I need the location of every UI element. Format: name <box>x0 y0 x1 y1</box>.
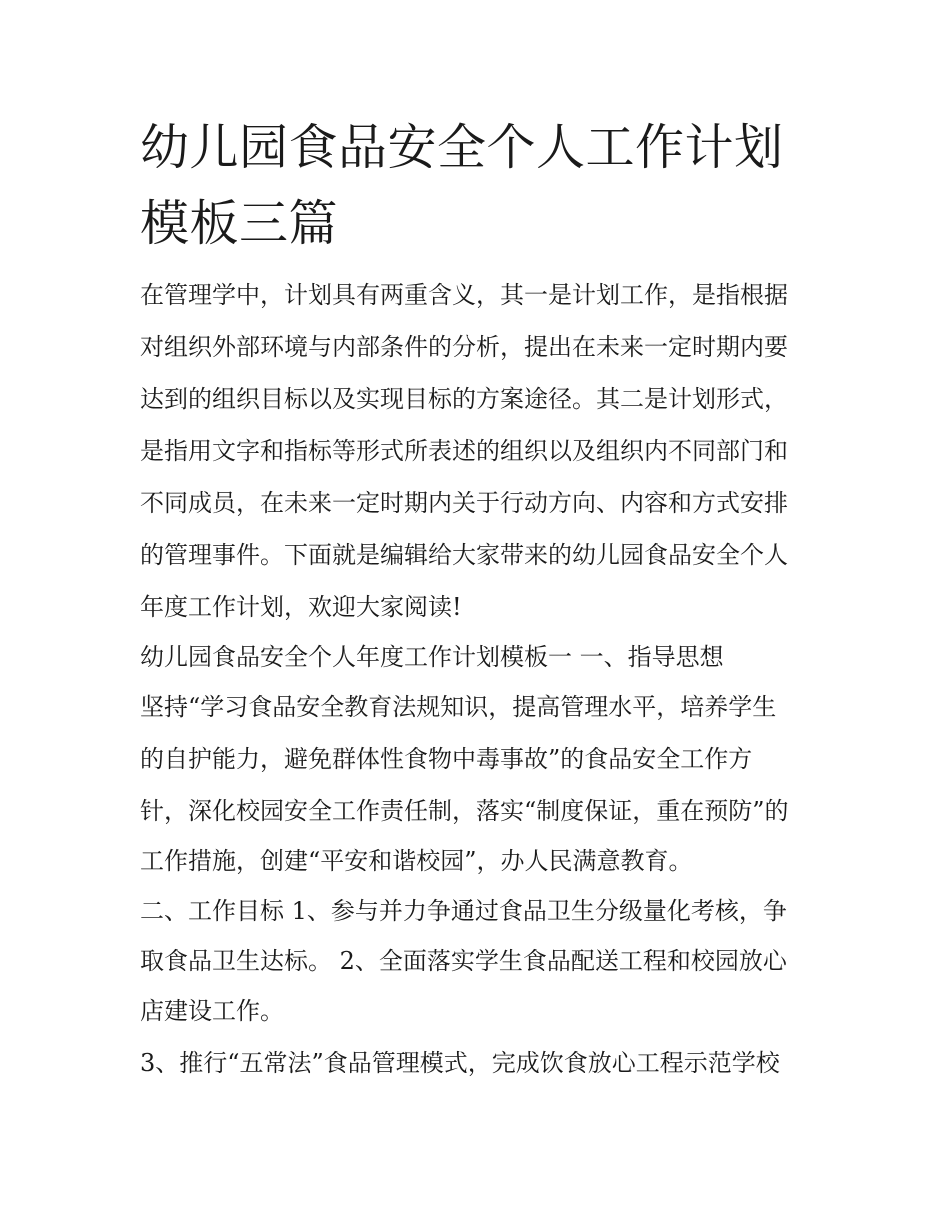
body-line-4: 是指用文字和指标等形式所表述的组织以及组织内不同部门和 <box>140 437 788 465</box>
body-line-15: 店建设工作。 <box>140 997 284 1025</box>
body-line-5: 不同成员，在未来一定时期内关于行动方向、内容和方式安排 <box>140 489 788 517</box>
body-line-12: 工作措施，创建“平安和谐校园”，办人民满意教育。 <box>140 847 693 875</box>
body-line-16: 3、推行“五常法”食品管理模式，完成饮食放心工程示范学校 <box>140 1049 780 1077</box>
body-line-6: 的管理事件。下面就是编辑给大家带来的幼儿园食品安全个人 <box>140 541 788 569</box>
body-line-7: 年度工作计划，欢迎大家阅读! <box>140 593 462 621</box>
document-title: 幼儿园食品安全个人工作计划模板三篇 <box>140 119 784 252</box>
body-line-11: 针，深化校园安全工作责任制，落实“制度保证，重在预防”的 <box>140 797 789 825</box>
body-line-8: 幼儿园食品安全个人年度工作计划模板一 一、指导思想 <box>140 643 724 671</box>
body-line-13: 二、工作目标 1、参与并力争通过食品卫生分级量化考核，争 <box>140 897 787 925</box>
body-line-3: 达到的组织目标以及实现目标的方案途径。其二是计划形式， <box>140 385 788 413</box>
body-line-2: 对组织外部环境与内部条件的分析，提出在未来一定时期内要 <box>140 333 788 361</box>
body-line-10: 的自护能力，避免群体性食物中毒事故”的食品安全工作方 <box>140 745 753 773</box>
body-line-9: 坚持“学习食品安全教育法规知识，提高管理水平，培养学生 <box>140 693 777 721</box>
body-line-1: 在管理学中，计划具有两重含义，其一是计划工作，是指根据 <box>140 281 788 309</box>
body-line-14: 取食品卫生达标。 2、全面落实学生食品配送工程和校园放心 <box>140 947 787 975</box>
